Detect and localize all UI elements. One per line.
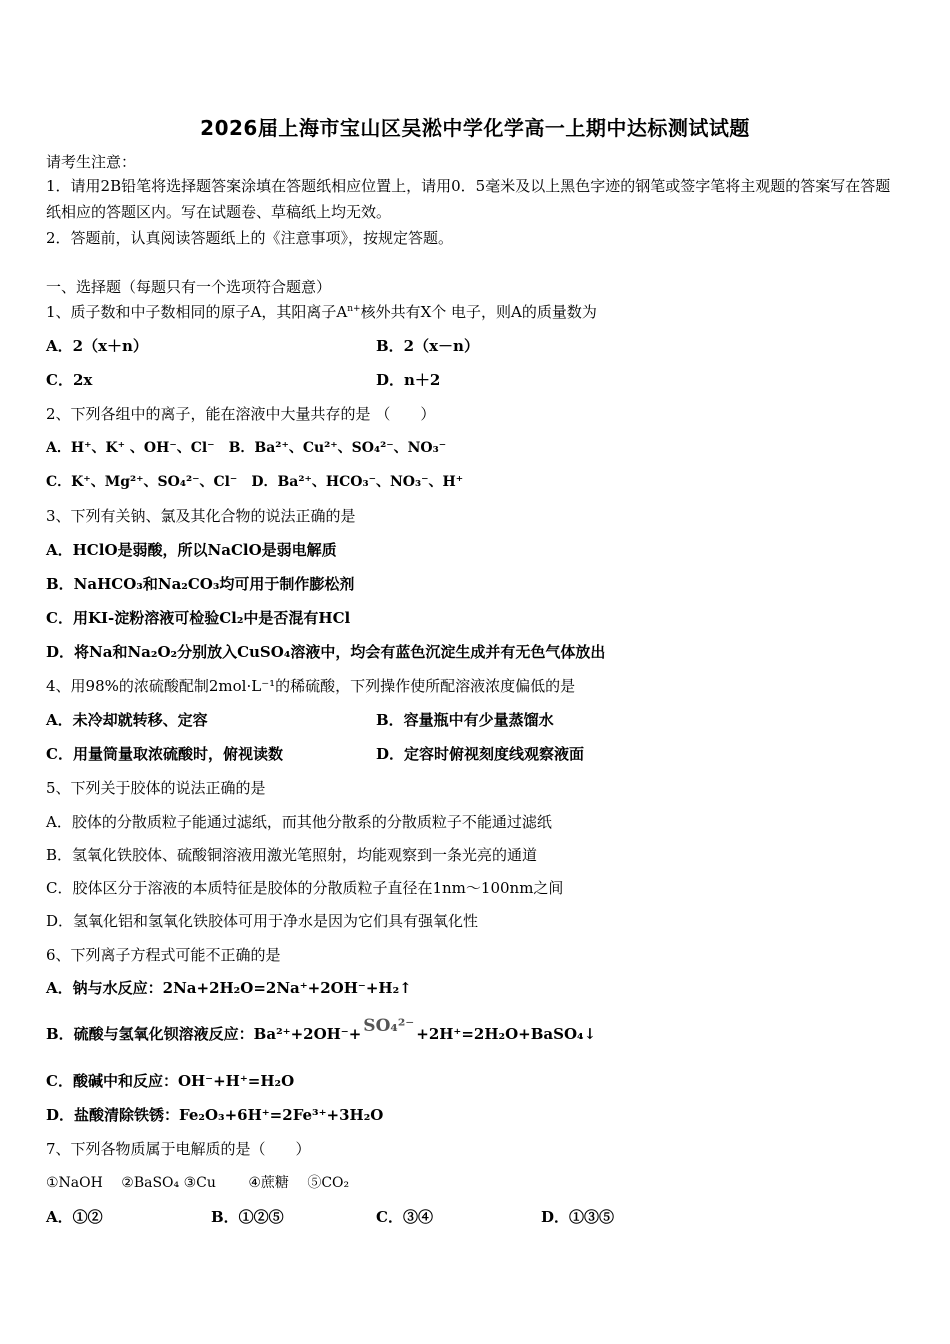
q5-option-a[interactable]: A．胶体的分散质粒子能通过滤纸，而其他分散系的分散质粒子不能通过滤纸 xyxy=(46,813,552,831)
sulfate-ion: SO₄²⁻ xyxy=(363,1016,415,1036)
question-5-stem: 5、下列关于胶体的说法正确的是 xyxy=(46,779,266,797)
q7-option-b[interactable]: B．①②⑤ xyxy=(211,1208,284,1226)
q4-option-d[interactable]: D．定容时俯视刻度线观察液面 xyxy=(376,745,585,763)
q4-option-a[interactable]: A．未冷却就转移、定容 xyxy=(46,711,208,729)
question-1-stem: 1、质子数和中子数相同的原子A，其阳离子$A^{n+}$核外共有X个 电子，则A的质量数为 xyxy=(46,303,597,321)
notice-item-2: 2．答题前，认真阅读答题纸上的《注意事项》，按规定答题。 xyxy=(46,229,454,247)
q5-option-b[interactable]: B．氢氧化铁胶体、硫酸铜溶液用激光笔照射，均能观察到一条光亮的通道 xyxy=(46,846,538,864)
q5-option-c[interactable]: C．胶体区分于溶液的本质特征是胶体的分散质粒子直径在1nm～100nm之间 xyxy=(46,879,564,897)
q6-option-a[interactable]: A．钠与水反应：2Na+2H₂O=2Na⁺+2OH⁻+H₂↑ xyxy=(46,979,412,997)
q1-option-a[interactable]: A．2（x＋n） xyxy=(46,337,148,355)
question-6-stem: 6、下列离子方程式可能不正确的是 xyxy=(46,946,281,964)
section-heading: 一、选择题（每题只有一个选项符合题意） xyxy=(46,278,332,296)
q7-option-d[interactable]: D．①③⑤ xyxy=(541,1208,615,1226)
q7-items: ①NaOH ②BaSO₄ ③Cu ④蔗糖 ⑤CO₂ xyxy=(46,1175,350,1191)
notice-item-1: 1．请用2B铅笔将选择题答案涂填在答题纸相应位置上，请用0．5毫米及以上黑色字迹的钢笔或签字笔将主观题的答案写在答题纸相应的答题区内。写在试题卷、草稿纸上均无效。 xyxy=(46,177,891,221)
question-2-stem: 2、下列各组中的离子，能在溶液中大量共存的是 （ ） xyxy=(46,405,436,423)
q3-option-a[interactable]: A．HClO是弱酸，所以NaClO是弱电解质 xyxy=(46,541,337,559)
notice-heading: 请考生注意： xyxy=(46,153,137,171)
q7-option-a[interactable]: A．①② xyxy=(46,1208,103,1226)
q6-option-b[interactable]: B．硫酸与氢氧化钡溶液反应：Ba²⁺+2OH⁻+ SO₄²⁻ +2H⁺=2H₂O+BaSO₄↓ xyxy=(46,1016,597,1043)
q1-option-c[interactable]: C．2x xyxy=(46,371,93,389)
question-7-stem: 7、下列各物质属于电解质的是（ ） xyxy=(46,1140,311,1158)
q4-option-c[interactable]: C．用量筒量取浓硫酸时，俯视读数 xyxy=(46,745,283,763)
q6-option-c[interactable]: C．酸碱中和反应：OH⁻+H⁺=H₂O xyxy=(46,1072,295,1090)
q1-option-d[interactable]: D．n＋2 xyxy=(376,371,441,389)
q6-option-d[interactable]: D．盐酸清除铁锈：Fe₂O₃+6H⁺=2Fe³⁺+3H₂O xyxy=(46,1106,384,1124)
question-3-stem: 3、下列有关钠、氯及其化合物的说法正确的是 xyxy=(46,507,356,525)
q7-option-c[interactable]: C．③④ xyxy=(376,1208,433,1226)
q1-option-b[interactable]: B．2（x－n） xyxy=(376,337,479,355)
question-4-stem: 4、用98%的浓硫酸配制2mol·L⁻¹的稀硫酸，下列操作使所配溶液浓度偏低的是 xyxy=(46,677,576,695)
q3-option-b[interactable]: B．NaHCO₃和Na₂CO₃均可用于制作膨松剂 xyxy=(46,575,355,593)
q2-options-ab[interactable]: A．H⁺、K⁺ 、OH⁻、Cl⁻ B．Ba²⁺、Cu²⁺、SO₄²⁻、NO₃⁻ xyxy=(46,440,447,456)
q5-option-d[interactable]: D．氢氧化铝和氢氧化铁胶体可用于净水是因为它们具有强氧化性 xyxy=(46,912,479,930)
q2-options-cd[interactable]: C．K⁺、Mg²⁺、SO₄²⁻、Cl⁻ D．Ba²⁺、HCO₃⁻、NO₃⁻、H⁺ xyxy=(46,474,464,490)
q3-option-d[interactable]: D．将Na和Na₂O₂分别放入CuSO₄溶液中，均会有蓝色沉淀生成并有无色气体放出 xyxy=(46,643,606,661)
page-title: 2026届上海市宝山区吴淞中学化学高一上期中达标测试试题 xyxy=(200,116,750,140)
q3-option-c[interactable]: C．用KI-淀粉溶液可检验Cl₂中是否混有HCl xyxy=(46,609,351,627)
q4-option-b[interactable]: B．容量瓶中有少量蒸馏水 xyxy=(376,711,554,729)
